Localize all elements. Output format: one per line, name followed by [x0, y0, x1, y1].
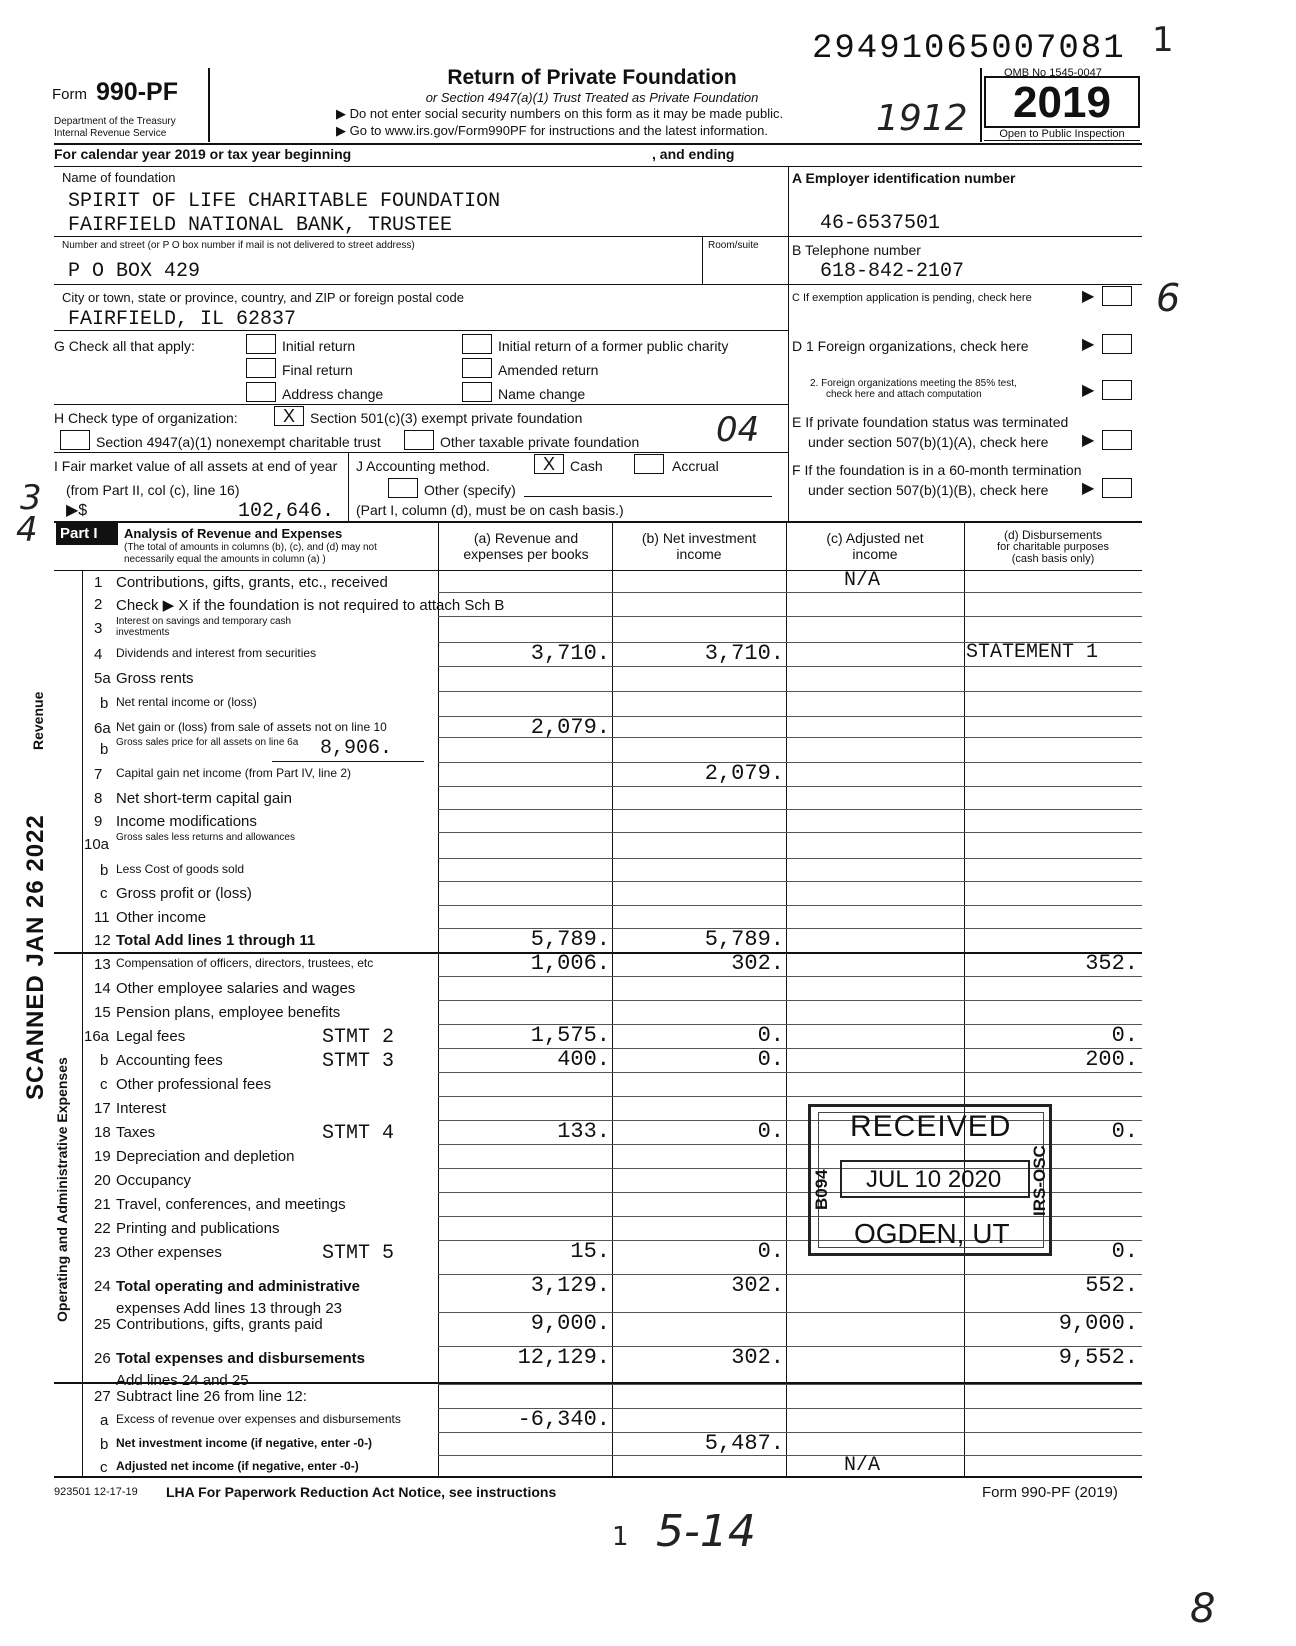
- name-change-checkbox[interactable]: [462, 382, 492, 402]
- col-b-header-2: income: [676, 546, 722, 562]
- row-number: 22: [94, 1220, 111, 1237]
- cell-col-a: 133.: [557, 1119, 610, 1144]
- handwritten-page-1: 1: [1152, 20, 1174, 60]
- row-number: 7: [94, 766, 103, 783]
- form-label: Form: [52, 86, 87, 103]
- e-status-terminated: E If private foundation status was terminated: [792, 414, 1069, 430]
- row-number: c: [100, 1459, 108, 1476]
- row-number: 14: [94, 980, 111, 997]
- cell-col-b: 0.: [757, 1023, 784, 1048]
- cell-col-d: 9,552.: [1058, 1345, 1138, 1370]
- stamp-date: JUL 10 2020: [866, 1166, 1002, 1193]
- cell-col-a: 1,006.: [530, 951, 610, 976]
- cell-col-d: 0.: [1111, 1119, 1138, 1144]
- row-label: Total Add lines 1 through 11: [116, 932, 316, 949]
- phone-label: B Telephone number: [792, 242, 921, 258]
- handwritten-3: 3: [20, 478, 42, 518]
- row-label: Other income: [116, 909, 207, 926]
- row-label: Dividends and interest from securities: [116, 646, 317, 660]
- form-subtitle: or Section 4947(a)(1) Trust Treated as Private Foundation: [425, 90, 759, 105]
- omb-number: OMB No 1545-0047: [1004, 67, 1102, 79]
- section-4947-label: Section 4947(a)(1) nonexempt charitable trust: [96, 434, 381, 450]
- handwritten-8: 8: [1190, 1586, 1216, 1632]
- cell-col-c: N/A: [844, 1454, 881, 1477]
- row-number: 19: [94, 1148, 111, 1165]
- city-state-zip: FAIRFIELD, IL 62837: [68, 308, 297, 331]
- former-charity-checkbox[interactable]: [462, 334, 492, 354]
- section-4947-checkbox[interactable]: [60, 430, 90, 450]
- row-number: 13: [94, 956, 111, 973]
- d1-foreign-org: D 1 Foreign organizations, check here: [792, 338, 1029, 354]
- row-label: Contributions, gifts, grants, etc., received: [116, 574, 388, 591]
- foundation-name-label: Name of foundation: [62, 170, 176, 185]
- street-address: P O BOX 429: [68, 260, 201, 283]
- i-fair-market-value: I Fair market value of all assets at end of year: [54, 458, 338, 474]
- row-number: 2: [94, 596, 103, 613]
- cell-col-b: 0.: [757, 1047, 784, 1072]
- row-number: b: [100, 741, 109, 758]
- sixty-month-checkbox[interactable]: [1102, 478, 1132, 498]
- f-section-507b: under section 507(b)(1)(B), check here: [808, 482, 1049, 498]
- cell-col-b: 5,487.: [704, 1431, 784, 1456]
- ein-label: A Employer identification number: [792, 170, 1016, 186]
- row-label: Other professional fees: [116, 1076, 272, 1093]
- row-number: 25: [94, 1316, 111, 1333]
- row-number: 10a: [84, 836, 110, 853]
- foreign-org-checkbox[interactable]: [1102, 334, 1132, 354]
- cell-col-b: 0.: [757, 1239, 784, 1264]
- address-change-label: Address change: [282, 386, 384, 402]
- status-terminated-checkbox[interactable]: [1102, 430, 1132, 450]
- cell-col-a: 5,789.: [530, 927, 610, 952]
- initial-return-label: Initial return: [282, 338, 356, 354]
- foundation-name-1: SPIRIT OF LIFE CHARITABLE FOUNDATION: [68, 190, 501, 213]
- barcode-number: 29491065007081: [812, 30, 1126, 68]
- cell-col-a: -6,340.: [517, 1407, 610, 1432]
- cell-col-d: 0.: [1111, 1023, 1138, 1048]
- row-number: 15: [94, 1004, 111, 1021]
- foreign-85-checkbox[interactable]: [1102, 380, 1132, 400]
- col-d-header-2: for charitable purposes: [997, 541, 1109, 553]
- handwritten-1912: 1912: [876, 98, 968, 139]
- row-label: Interest: [116, 1100, 167, 1117]
- row-label: Gross rents: [116, 670, 194, 687]
- cell-col-b: 2,079.: [704, 761, 784, 786]
- row-label: Travel, conferences, and meetings: [116, 1196, 346, 1213]
- row-label: Subtract line 26 from line 12:: [116, 1388, 307, 1405]
- part-i-label: Part I: [56, 523, 118, 545]
- row-number: b: [100, 695, 109, 712]
- ein-value: 46-6537501: [820, 212, 941, 235]
- row-number: 21: [94, 1196, 111, 1213]
- row-label: Gross sales less returns and allowances: [116, 832, 295, 843]
- revenue-side-label: Revenue: [30, 691, 46, 750]
- other-taxable-label: Other taxable private foundation: [440, 434, 640, 450]
- row-number: a: [100, 1412, 109, 1429]
- row-number: 1: [94, 574, 103, 591]
- row-label: Pension plans, employee benefits: [116, 1004, 341, 1021]
- handwritten-6: 6: [1156, 276, 1181, 320]
- cash-checkbox[interactable]: X: [534, 454, 564, 474]
- row-label: Taxes: [116, 1124, 156, 1141]
- cell-col-d: 9,000.: [1058, 1311, 1138, 1336]
- row-label: Gross sales price for all assets on line 6a: [116, 737, 299, 748]
- row-label: Other employee salaries and wages: [116, 980, 356, 997]
- row-number: 26: [94, 1350, 111, 1367]
- handwritten-04: 04: [716, 410, 760, 450]
- col-c-header-2: income: [852, 546, 898, 562]
- instruction-url: ▶ Go to www.irs.gov/Form990PF for instructions and the latest information.: [336, 123, 768, 138]
- row-label: Net rental income or (loss): [116, 695, 257, 709]
- instruction-ssn: ▶ Do not enter social security numbers on this form as it may be made public.: [336, 106, 784, 121]
- row-label: Total operating and administrative: [116, 1278, 360, 1295]
- col-d-header-1: (d) Disbursements: [1003, 528, 1103, 542]
- accrual-checkbox[interactable]: [634, 454, 664, 474]
- j-accounting-method: J Accounting method.: [356, 458, 490, 474]
- row-statement-ref: STMT 4: [322, 1122, 395, 1145]
- row-number: 3: [94, 620, 103, 637]
- col-c-header-1: (c) Adjusted net: [826, 530, 924, 546]
- row-label: Other expenses: [116, 1244, 222, 1261]
- cell-col-b: 302.: [731, 1273, 784, 1298]
- stamp-received: RECEIVED: [850, 1110, 1012, 1143]
- c-exemption-pending: C If exemption application is pending, check here: [792, 292, 1032, 304]
- stamp-right-code: IRS-OSC: [1030, 1145, 1049, 1216]
- row-number: b: [100, 1052, 109, 1069]
- row-label: Contributions, gifts, grants paid: [116, 1316, 323, 1333]
- row-number: b: [100, 1436, 109, 1453]
- cell-col-d: 200.: [1085, 1047, 1138, 1072]
- part-i-title: Analysis of Revenue and Expenses: [124, 526, 343, 541]
- handwritten-page-marker: 1: [612, 1522, 629, 1552]
- other-method-label: Other (specify): [424, 482, 516, 498]
- d2-attach-computation: check here and attach computation: [826, 389, 982, 400]
- col-a-header-1: (a) Revenue and: [473, 530, 579, 546]
- other-method-checkbox[interactable]: [388, 478, 418, 498]
- department-label: Department of the Treasury: [54, 116, 176, 127]
- row-number: 20: [94, 1172, 111, 1189]
- row-label: Occupancy: [116, 1172, 192, 1189]
- d2-85-test: 2. Foreign organizations meeting the 85% test,: [810, 378, 1017, 389]
- row-label: Capital gain net income (from Part IV, line 2): [116, 766, 352, 780]
- cell-col-b: 302.: [731, 951, 784, 976]
- row-number: 18: [94, 1124, 111, 1141]
- row-label: Adjusted net income (if negative, enter -0-): [116, 1459, 359, 1473]
- stamp-city: OGDEN, UT: [854, 1218, 1010, 1249]
- cell-col-a: 9,000.: [530, 1311, 610, 1336]
- row-number: b: [100, 862, 109, 879]
- col-b-header-1: (b) Net investment: [641, 530, 757, 546]
- cell-col-b: 0.: [757, 1119, 784, 1144]
- row-number: 24: [94, 1278, 111, 1295]
- row-number: 5a: [94, 670, 111, 687]
- cash-label: Cash: [570, 458, 603, 474]
- room-suite-label: Room/suite: [708, 240, 759, 251]
- cell-col-a: 2,079.: [530, 715, 610, 740]
- row-number: c: [100, 885, 108, 902]
- open-to-public: Open to Public Inspection: [984, 128, 1140, 141]
- section-501c3-label: Section 501(c)(3) exempt private foundation: [310, 410, 583, 426]
- expenses-side-label: Operating and Administrative Expenses: [54, 1057, 70, 1322]
- row-number: 4: [94, 646, 103, 663]
- row-label: Net short-term capital gain: [116, 790, 292, 807]
- f-60-month: F If the foundation is in a 60-month termination: [792, 462, 1082, 478]
- row-label: Interest on savings and temporary cash investments: [116, 616, 292, 638]
- handwritten-5-14: 5-14: [656, 1506, 756, 1557]
- irs-label: Internal Revenue Service: [54, 128, 167, 139]
- phone-value: 618-842-2107: [820, 260, 965, 283]
- footer-form: Form 990-PF (2019): [982, 1484, 1118, 1501]
- foundation-name-2: FAIRFIELD NATIONAL BANK, TRUSTEE: [68, 214, 453, 237]
- row-label: Excess of revenue over expenses and disbursements: [116, 1412, 401, 1426]
- cell-col-d: 552.: [1085, 1273, 1138, 1298]
- col-a-header-2: expenses per books: [463, 546, 589, 562]
- cell-col-b: 3,710.: [704, 641, 784, 666]
- row-number: 8: [94, 790, 103, 807]
- e-section-507a: under section 507(b)(1)(A), check here: [808, 434, 1049, 450]
- row-label-cont: expenses Add lines 13 through 23: [116, 1300, 343, 1317]
- stamp-left-code: B094: [812, 1169, 831, 1210]
- row-label: Less Cost of goods sold: [116, 862, 245, 876]
- cell-col-c: N/A: [844, 569, 881, 592]
- row-statement-ref: STMT 2: [322, 1026, 395, 1049]
- amended-return-checkbox[interactable]: [462, 358, 492, 378]
- cell-col-d: 0.: [1111, 1239, 1138, 1264]
- row-number: c: [100, 1076, 108, 1093]
- row-label: Printing and publications: [116, 1220, 280, 1237]
- row-label: Net investment income (if negative, enter -0-): [116, 1436, 373, 1450]
- gross-sales-price: 8,906.: [320, 737, 393, 760]
- city-label: City or town, state or province, country, and ZIP or foreign postal code: [62, 290, 464, 305]
- row-number: 23: [94, 1244, 111, 1261]
- calendar-year-label: For calendar year 2019 or tax year beginning: [54, 146, 352, 162]
- row-label: Net gain or (loss) from sale of assets not on line 10: [116, 720, 387, 734]
- row-label: Accounting fees: [116, 1052, 223, 1069]
- row-label: Legal fees: [116, 1028, 186, 1045]
- cell-col-a: 400.: [557, 1047, 610, 1072]
- row-label: Income modifications: [116, 813, 257, 830]
- accrual-label: Accrual: [672, 458, 719, 474]
- footer-code: 923501 12-17-19: [54, 1486, 138, 1498]
- row-label: Compensation of officers, directors, trustees, etc: [116, 956, 374, 970]
- row-number: 17: [94, 1100, 111, 1117]
- final-return-checkbox[interactable]: [246, 358, 276, 378]
- row-label: Depreciation and depletion: [116, 1148, 295, 1165]
- h-label: H Check type of organization:: [54, 410, 238, 426]
- i-part-ii-reference: (from Part II, col (c), line 16): [66, 482, 240, 498]
- section-501c3-checkbox[interactable]: X: [274, 406, 304, 426]
- row-number: 16a: [84, 1028, 110, 1045]
- part-i-desc-1: (The total of amounts in columns (b), (c), and (d) may not: [124, 542, 377, 553]
- row-label: Check ▶ X if the foundation is not required to attach Sch B: [116, 597, 505, 614]
- cell-col-a: 3,710.: [530, 641, 610, 666]
- cell-col-a: 3,129.: [530, 1273, 610, 1298]
- cell-col-b: 5,789.: [704, 927, 784, 952]
- i-arrow: ▶$: [66, 502, 88, 519]
- other-taxable-checkbox[interactable]: [404, 430, 434, 450]
- row-number: 6a: [94, 720, 111, 737]
- row-label: Total expenses and disbursements: [116, 1350, 365, 1367]
- handwritten-4: 4: [16, 510, 38, 550]
- cell-col-a: 1,575.: [530, 1023, 610, 1048]
- scanned-stamp: SCANNED JAN 26 2022: [22, 814, 49, 1100]
- cell-col-d: STATEMENT 1: [966, 641, 1099, 664]
- row-label-cont: Add lines 24 and 25: [116, 1372, 249, 1389]
- footer-lha: LHA For Paperwork Reduction Act Notice, see instructions: [166, 1484, 557, 1500]
- col-d-header-3: (cash basis only): [1011, 553, 1095, 565]
- cell-col-d: 352.: [1085, 951, 1138, 976]
- street-label: Number and street (or P O box number if mail is not delivered to street address): [62, 240, 415, 251]
- cell-col-a: 12,129.: [517, 1345, 610, 1370]
- exemption-pending-checkbox[interactable]: [1102, 286, 1132, 306]
- former-charity-label: Initial return of a former public charity: [498, 338, 729, 354]
- row-number: 27: [94, 1388, 111, 1405]
- row-label: Gross profit or (loss): [116, 885, 252, 902]
- g-label: G Check all that apply:: [54, 338, 195, 354]
- initial-return-checkbox[interactable]: [246, 334, 276, 354]
- cell-col-a: 15.: [570, 1239, 610, 1264]
- row-number: 11: [94, 909, 110, 926]
- tax-year: 2019: [984, 76, 1140, 128]
- form-title: Return of Private Foundation: [447, 66, 737, 89]
- name-change-label: Name change: [498, 386, 586, 402]
- fair-market-value: 102,646.: [238, 500, 335, 523]
- form-number: 990-PF: [96, 78, 178, 106]
- row-statement-ref: STMT 3: [322, 1050, 395, 1073]
- and-ending-label: , and ending: [652, 146, 735, 162]
- part-i-desc-2: necessarily equal the amounts in column (a) ): [124, 554, 326, 565]
- amended-return-label: Amended return: [498, 362, 599, 378]
- address-change-checkbox[interactable]: [246, 382, 276, 402]
- final-return-label: Final return: [282, 362, 353, 378]
- cell-col-b: 302.: [731, 1345, 784, 1370]
- row-statement-ref: STMT 5: [322, 1242, 395, 1265]
- j-cash-basis-note: (Part I, column (d), must be on cash basis.): [356, 502, 624, 518]
- row-number: 9: [94, 813, 103, 830]
- row-number: 12: [94, 932, 111, 949]
